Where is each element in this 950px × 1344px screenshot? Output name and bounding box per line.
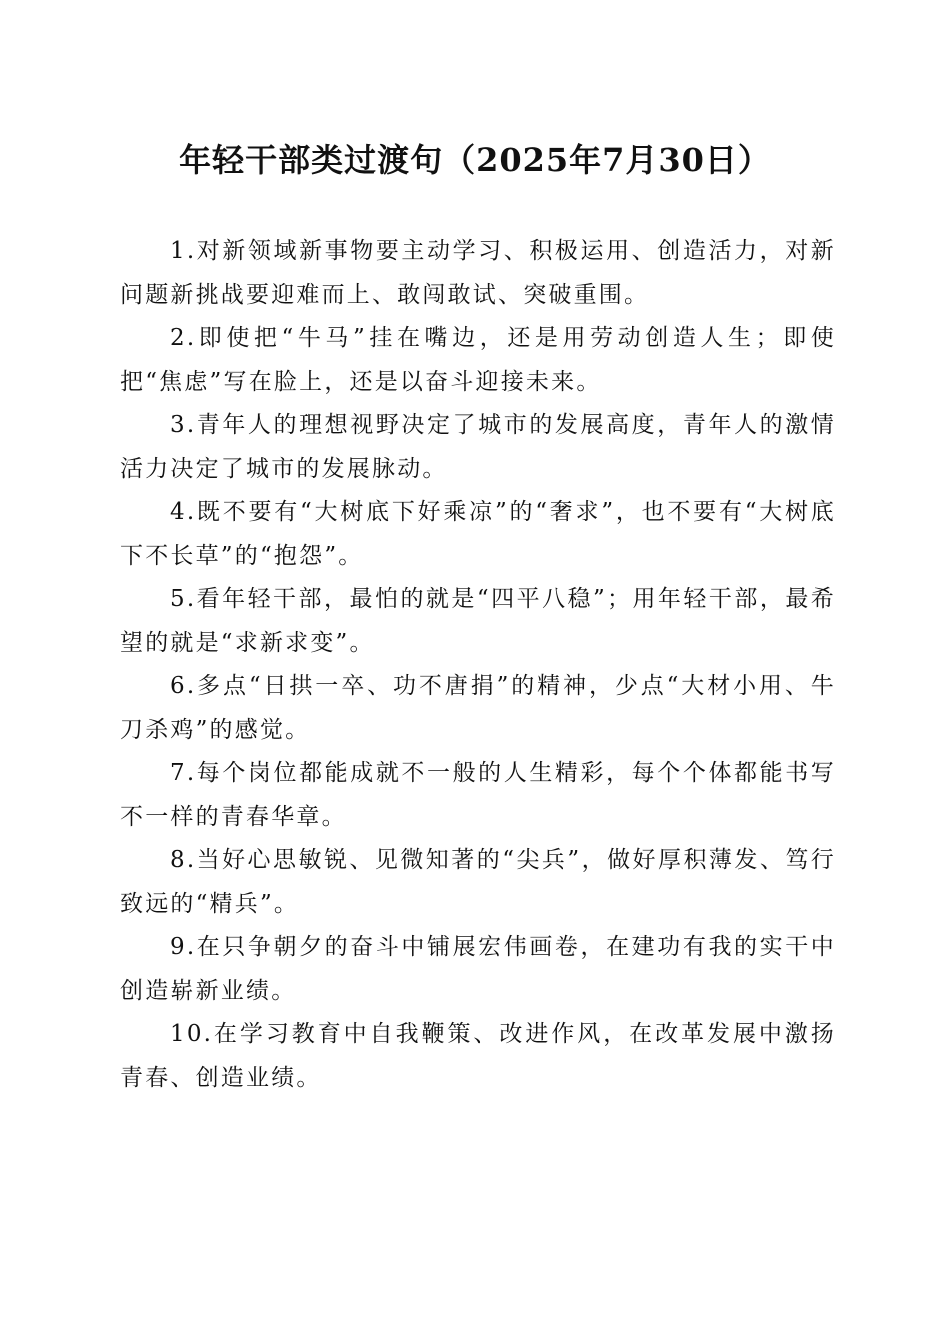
- paragraph-9: 9.在只争朝夕的奋斗中铺展宏伟画卷，在建功有我的实干中创造崭新业绩。: [120, 934, 836, 1004]
- paragraph-10: 10.在学习教育中自我鞭策、改进作风，在改革发展中激扬青春、创造业绩。: [120, 1021, 836, 1091]
- paragraph-6: 6.多点“日拱一卒、功不唐捐”的精神，少点“大材小用、牛刀杀鸡”的感觉。: [120, 673, 836, 743]
- paragraph-1: 1.对新领域新事物要主动学习、积极运用、创造活力，对新问题新挑战要迎难而上、敢闯敢试、突破重围。: [120, 238, 836, 308]
- paragraph-5: 5.看年轻干部，最怕的就是“四平八稳”；用年轻干部，最希望的就是“求新求变”。: [120, 586, 836, 656]
- paragraph-4: 4.既不要有“大树底下好乘凉”的“奢求”，也不要有“大树底下不长草”的“抱怨”。: [120, 499, 836, 569]
- document-title: 年轻干部类过渡句（2025年7月30日）: [179, 141, 771, 179]
- paragraph-2: 2.即使把“牛马”挂在嘴边，还是用劳动创造人生；即使把“焦虑”写在脸上，还是以奋斗迎接未来。: [120, 325, 836, 395]
- paragraph-3: 3.青年人的理想视野决定了城市的发展高度，青年人的激情活力决定了城市的发展脉动。: [120, 412, 836, 482]
- paragraph-7: 7.每个岗位都能成就不一般的人生精彩，每个个体都能书写不一样的青春华章。: [120, 760, 836, 830]
- paragraph-8: 8.当好心思敏锐、见微知著的“尖兵”，做好厚积薄发、笃行致远的“精兵”。: [120, 847, 836, 917]
- document-body: [120, 230, 836, 1100]
